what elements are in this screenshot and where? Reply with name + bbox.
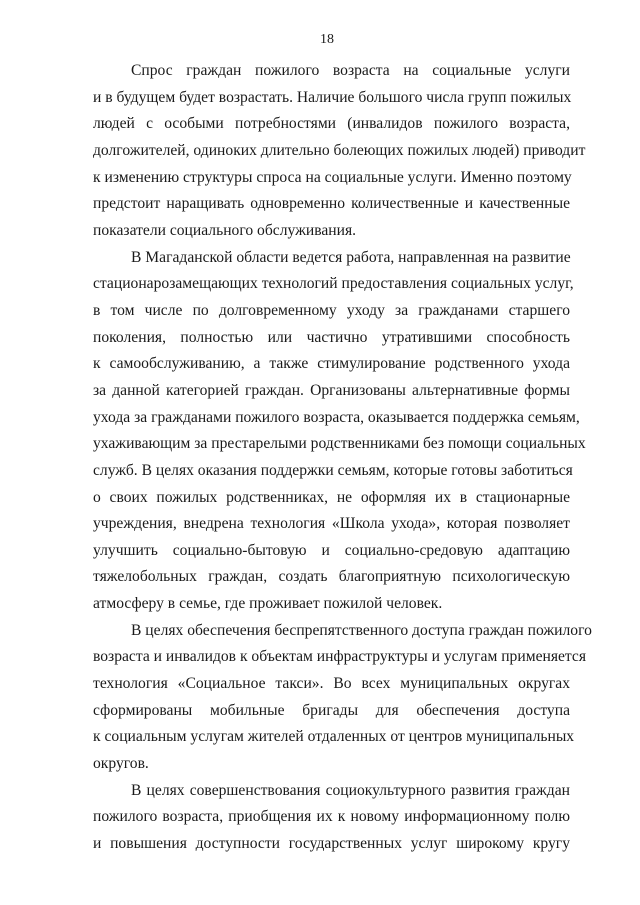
body-text bbox=[93, 58, 592, 858]
text-line: показатели социального обслуживания. bbox=[93, 221, 357, 239]
text-line: возраста и инвалидов к объектам инфраструктуры и услугам применяется bbox=[93, 648, 587, 666]
text-line: служб. В целях оказания поддержки семьям, которые готовы заботиться bbox=[93, 461, 573, 479]
text-line: тяжелобольных граждан, создать благоприятную психологическую bbox=[93, 568, 570, 586]
text-line: атмосферу в семье, где проживает пожилой человек. bbox=[93, 595, 443, 613]
text-line: к самообслуживанию, а также стимулирование родственного ухода bbox=[93, 355, 570, 373]
text-line: и повышения доступности государственных услуг широкому кругу bbox=[93, 835, 570, 853]
text-line: учреждения, внедрена технология «Школа ухода», которая позволяет bbox=[93, 515, 570, 533]
text-line: людей с особыми потребностями (инвалидов пожилого возраста, bbox=[93, 115, 570, 133]
text-line: В Магаданской области ведется работа, направленная на развитие bbox=[131, 248, 571, 266]
text-line: технология «Социальное такси». Во всех муниципальных округах bbox=[93, 675, 570, 693]
text-line: пожилого возраста, приобщения их к новому информационному полю bbox=[93, 808, 570, 826]
text-line: к социальным услугам жителей отдаленных от центров муниципальных bbox=[93, 728, 575, 746]
text-line: В целях обеспечения беспрепятственного доступа граждан пожилого bbox=[131, 621, 592, 639]
paragraph bbox=[93, 778, 570, 858]
page-number: 18 bbox=[320, 32, 334, 47]
text-line: стационарозамещающих технологий предоставления социальных услуг, bbox=[93, 275, 574, 293]
text-line: в том числе по долговременному уходу за гражданами старшего bbox=[93, 301, 570, 319]
paragraph bbox=[93, 245, 586, 618]
text-line: к изменению структуры спроса на социальные услуги. Именно поэтому bbox=[93, 168, 572, 186]
text-line: предстоит наращивать одновременно количественные и качественные bbox=[93, 195, 570, 213]
text-line: долгожителей, одиноких длительно болеющих пожилых людей) приводит bbox=[93, 141, 586, 159]
paragraph bbox=[93, 58, 586, 245]
text-line: округов. bbox=[93, 755, 149, 773]
text-line: и в будущем будет возрастать. Наличие большого числа групп пожилых bbox=[93, 88, 572, 106]
text-line: поколения, полностью или частично утратившими способность bbox=[93, 328, 570, 346]
text-line: ухода за гражданами пожилого возраста, оказывается поддержка семьям, bbox=[93, 408, 580, 426]
text-line: Спрос граждан пожилого возраста на социальные услуги bbox=[131, 62, 570, 79]
text-line: ухаживающим за престарелыми родственниками без помощи социальных bbox=[93, 435, 586, 453]
text-line: о своих пожилых родственниках, не оформляя их в стационарные bbox=[93, 488, 570, 506]
text-line: улучшить социально-бытовую и социально-средовую адаптацию bbox=[93, 541, 570, 559]
text-line: за данной категорией граждан. Организованы альтернативные формы bbox=[93, 381, 570, 399]
text-line: В целях совершенствования социокультурного развития граждан bbox=[131, 781, 570, 799]
paragraph bbox=[93, 618, 592, 778]
text-line: сформированы мобильные бригады для обеспечения доступа bbox=[93, 701, 570, 719]
